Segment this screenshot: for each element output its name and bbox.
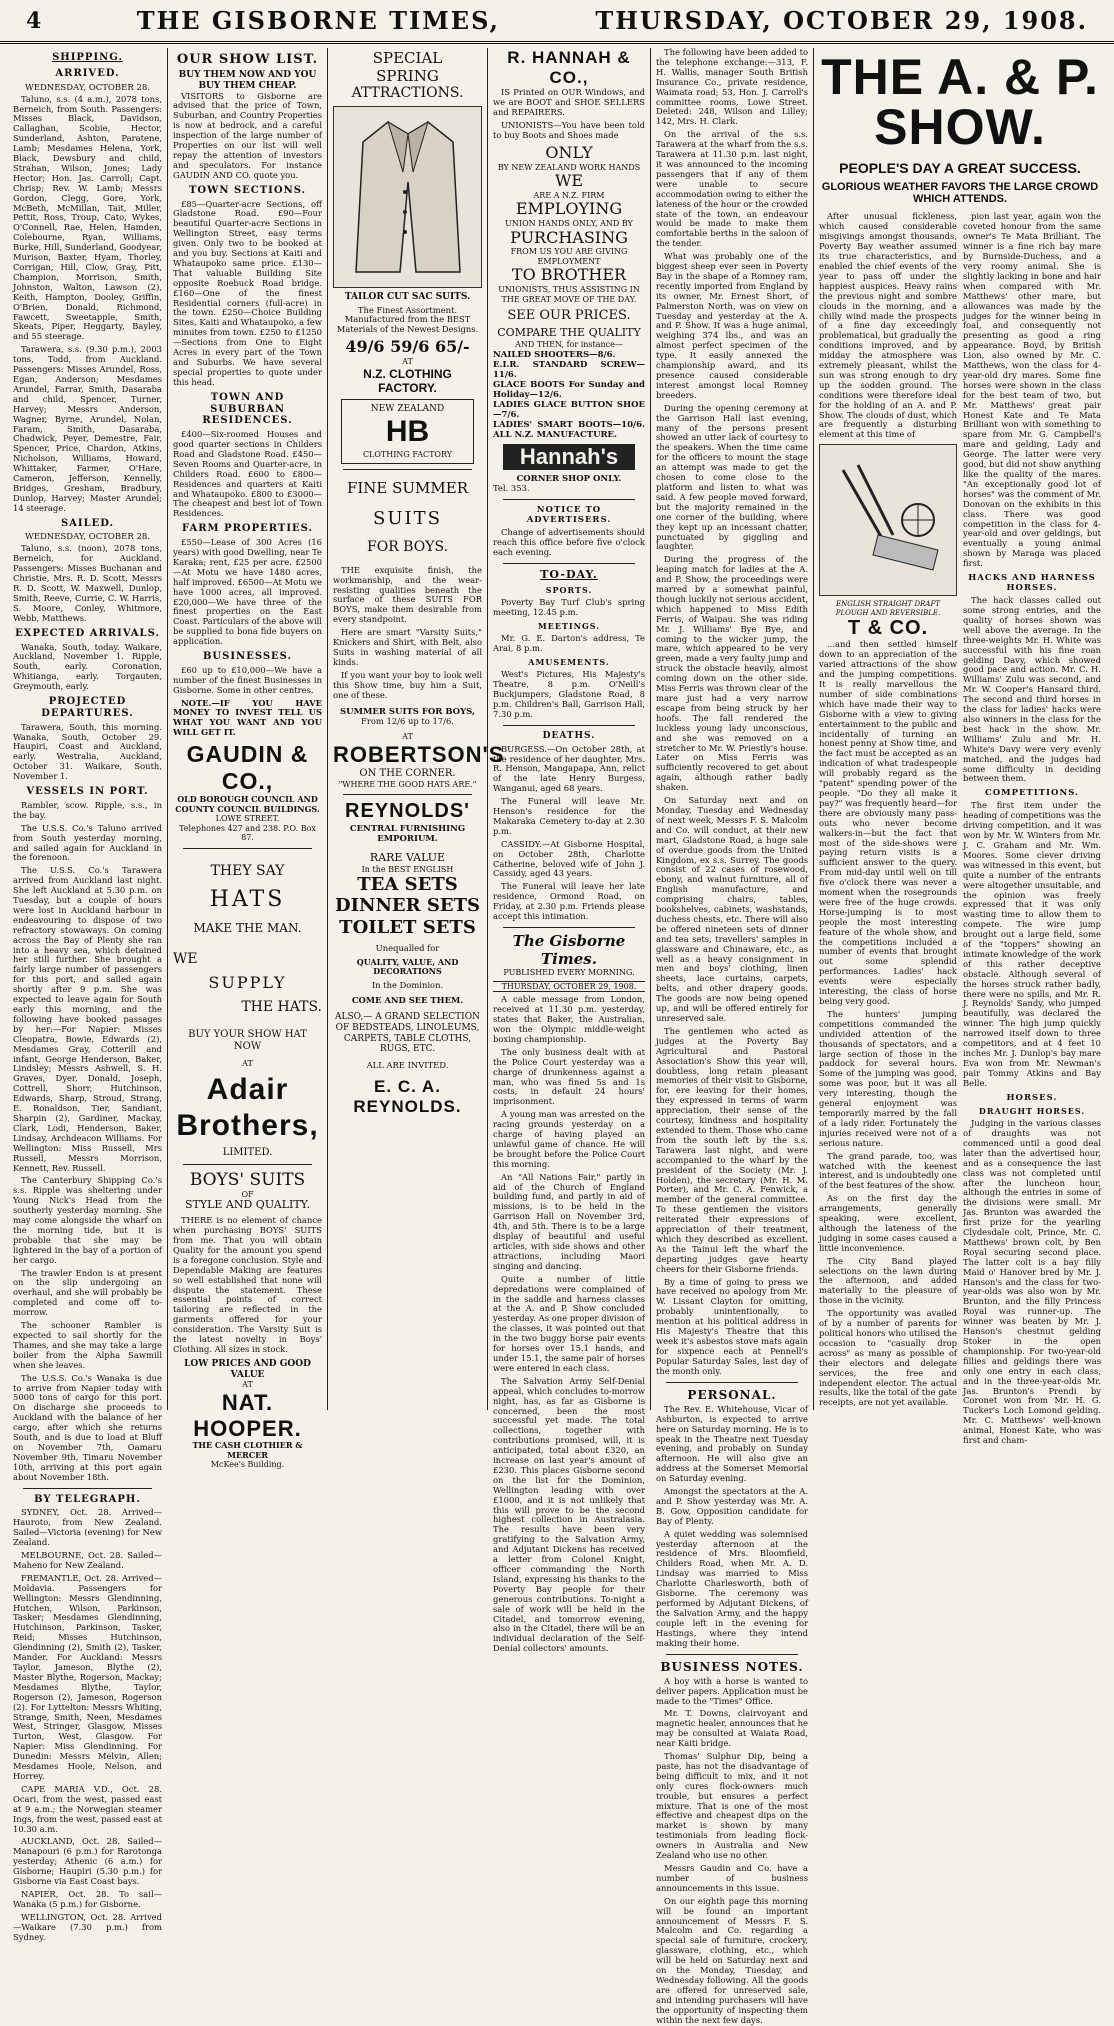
news-para-5: During the progress of the leaping match for ladies at the A. and P. Show, the proceedings were marred by a somewhat painful, though luckily not serious accident, which happened to Miss Edith Ferris, of Waipau. She was riding Mr. J. Williams' Bye Bye, and coming to the wicker jump, the mare, which appeared to be very green, made a very faulty jump and struck the obstacle heavily, almost coming down on the other side. Miss Ferris was thrown clear of the mare just had a very narrow escape from being struck by her hoofs. The fall rendered the luckless young lady unconscious, and she was removed on a stretcher to Mr. W. Priestly's house. Later on Miss Ferris was sufficiently recovered to get about again, although rather badly shaken.	[656, 554, 808, 793]
shipping-news-2: The U.S.S. Co.'s Tarawera arrived from Auckland last night. She left Auckland at 5.30 p.m. on Tuesday, but a couple of hours were lost in Auckland harbour in endeavouring to dispose of two refractory stowaways. On coming across the Bay of Plenty she ran into a heavy sea, which detained her still further. She brought a fairly large number of passengers for this port, and sailed again shortly after 9 p.m. She was expected to leave again for South early this morning, and the following have booked passages by her:—For Napier: Misses Cleopatra, Bowie, Edwards (2), Mesdames Gray, Cotterill and infant, George Henderson, Baker, Lindsley; Messrs Ashwell, S. H. Graves, Dyer, Donald, Joseph, Cottrell, Shorr, Hutchinson, Edwards, Sharp, Stroud, Strang, E. Ronaldson, Tier, Sandiant, Sharpin (2), Gardiner, Mackay, Clark, Lodi, Henderson, Baker, Lindsay, Archdeacon Williams. For Wellington: Miss Russell, Mrs Russell, Messrs Morrison, Kennett, Rev. Russell.	[13, 865, 162, 1173]
boys-suits-heading: BOYS' SUITS	[189, 1169, 306, 1190]
on-the-corner: ON THE CORNER.	[359, 767, 456, 779]
fine-suits: SUITS	[373, 507, 442, 529]
divider	[503, 725, 635, 726]
reynolds-sub: CENTRAL FURNISHING EMPORIUM.	[349, 823, 466, 844]
news-para-6: On Saturday next and on Monday, Tuesday and Wednesday of next week, Messrs F. S. Malcolm and Co. will conduct, at their new mart, Gladstone Road, a huge sale of overdue goods from the United Kingdom, ex s.s. Surrey. The goods consist of 22 cases of rosewood, ebony, and walnut furniture, all of English manufacture, and comprising chairs, tables, bookshelves, cabinets, washstands, duchess chests, etc. There will also be offered nineteen sets of dinner and tea sets, travellers' samples in glassware and Chinaware, etc., as well as a heavy consignment in men and boys' clothing, linen sheets, lace curtains, carpets, belts, and other drapery goods. The goods are now being opened up, and will be offered entirely for unreserved sale.	[656, 795, 808, 1023]
hats-line-7: BUY YOUR SHOW HAT NOW	[188, 1029, 307, 1052]
plough-caption: ENGLISH STRAIGHT DRAFT PLOUGH AND REVERSIBLE.	[835, 600, 941, 617]
hb-logo-bottom: CLOTHING FACTORY	[362, 449, 453, 459]
telegraph-4: CAPE MARIA V.D., Oct. 28. Ocari, from the west, passed east at 9 a.m.; the Norwegian steamer Ings, from the west, passed east at 10.30 a.m.	[13, 1783, 162, 1834]
show-para-3: The hunters' jumping competitions commanded the undivided attention of the thousands of spectators, and a large section of those in the paddock for several hours. Some of the jumping was good, some was poor, but it was all very interesting, though the general enjoyment was temporarily marred by the fall of a lady rider. Fortunately the injuries received were not of a serious nature.	[819, 1008, 957, 1148]
also-selection: ALSO,— A GRAND SELECTION OF BEDSTEADS, LINOLEUMS, CARPETS, TABLE CLOTHS, RUGS, ETC.	[335, 1012, 480, 1055]
meetings-heading: MEETINGS.	[537, 620, 601, 631]
show-para-7: The opportunity was availed of by a number of parents for political honors who utilised the occasion to "casually drop across" as many as possible of their electors and delegate services, the free and independent elector. The actual results, like the total of the gate receipts, are not yet available.	[819, 1308, 957, 1408]
unequalled: Unequalled for	[375, 942, 440, 953]
news-para-4: During the opening ceremony at the Garrison Hall last evening, many of the persons present showed an utter lack of courtesy to the speakers. When the time came for the officers to mount the stage an attempt was made to get the chosen to come close to the platform and listen to what was said. A few people moved forward, but the majority remained in the one corner of the building, where they kept up an incessant chatter, punctuated by giggling and laughter.	[656, 402, 808, 552]
boys-style-quality: STYLE AND QUALITY.	[184, 1198, 311, 1212]
business-note-2: Mr. T. Downs, clairvoyant and magnetic healer, announces that he may be consulted at Waiata Road, near Kaiti bridge.	[656, 1708, 808, 1749]
hannah-name: R. HANNAH & CO.,	[507, 48, 631, 88]
expected-text: Wanaka, South, today. Waikare, Auckland, November 1. Ripple, South, early. Coronation, Whitianga, early. Torgauten, Greymouth, early.	[13, 641, 162, 692]
all-invited: ALL ARE INVITED.	[366, 1059, 449, 1070]
hooper-address: McKee's Building.	[210, 1460, 285, 1470]
leader-4: An "All Nations Fair," partly in aid of the Church of England building fund, and partly in aid of missions, is to be held in the Garrison Hall on November 3rd, 4th, and 5th. There is to be a large display of beautiful and useful articles, with side shows and other attractions, including Maori singing and dancing.	[493, 1171, 645, 1271]
divider	[23, 1488, 152, 1489]
hooper-at: AT	[242, 1380, 253, 1390]
robertson-at: AT	[402, 732, 413, 742]
projected-text: Tarawera, South, this morning. Wanaka, South, October 29. Haupiri, Coast and Auckland, early. Westralia, Auckland, October 31. Waikare, South, November 1.	[13, 721, 162, 782]
fine-text-1: THE exquisite finish, the workmanship, and the wear-resisting qualities beneath the surface of these SUITS FOR BOYS, make them desirable from every standpoint.	[333, 564, 482, 625]
hooper-subtitle: THE CASH CLOTHIER & MERCER	[192, 1440, 303, 1460]
nz-clothing-factory: N.Z. CLOTHING FACTORY.	[363, 366, 452, 395]
hb-logo-mid: HB	[385, 415, 430, 449]
eir-standard: E.I.R. STANDARD SCREW—11/6.	[493, 359, 645, 380]
corner-shop: CORNER SHOP ONLY.	[516, 473, 622, 484]
boys-suits-text: THERE is no element of chance when purchasing BOYS' SUITS from me. That you will obtain Quality for the amount you spend is a foregone conclusion. Style and Dependable Making are features so well established that none will dispute the statement. These essential points of correct tailoring are reflected in the garments offered for your consideration. The Varsity Suit is the latest novelty in Boys' Clothing. All sizes in stock.	[173, 1215, 322, 1354]
show-report-left	[819, 212, 957, 1449]
shipping-news-3: The Canterbury Shipping Co.'s s.s. Ripple was sheltering under Young Nick's Head from the southerly yesterday morning. She may come alongside the wharf on the morning tide, but it is probable that she may be lightered in the bay of a portion of her cargo.	[13, 1175, 162, 1265]
amusements-text: West's Pictures, His Majesty's Theatre, 8 p.m. O'Neill's Buckjumpers, Gladstone Road, 8 p.m. Children's Ball, Garrison Hall, 7.30 p.m.	[493, 669, 645, 720]
business-note-3: Thomas' Sulphur Dip, being a paste, has not the disadvantage of being difficult to mix, and it not only cures flock-owners much trouble, but ensures a perfect mixture. That is one of the most effective and cheapest dips on the market is shown by many testimonials from leading flock-owners in Australia and New Zealand who use no other.	[656, 1751, 808, 1861]
personal-3: A quiet wedding was solemnised yesterday afternoon at the residence of Mrs. Bloomfield, Childers Road, when Mr. A. D. Lindsay was married to Miss Charlotte Charlesworth, both of Gisborne. The ceremony was performed by Adjutant Dickens, of the Salvation Army, and the happy couple left in the evening for Hastings, where they intend making their home.	[656, 1528, 808, 1648]
town-sections-heading: TOWN SECTIONS.	[188, 184, 307, 196]
hacks-heading: HACKS AND HARNESS HORSES.	[968, 573, 1096, 594]
leader-3: A young man was arrested on the racing grounds yesterday on a charge of having played an unlawful game of chance. He will be brought before the Police Court this morning.	[493, 1109, 645, 1169]
come-see: COME AND SEE THEM.	[351, 995, 464, 1006]
gaudin-address-1: OLD BOROUGH COUNCIL AND COUNTY COUNCIL BUILDINGS.	[175, 794, 320, 814]
business-text: £60 up to £10,000—We have a number of the finest Businesses in Gisborne. Some in other centres.	[173, 664, 322, 695]
show-report-body	[819, 212, 1101, 1449]
dinner-sets: DINNER SETS	[335, 895, 480, 917]
news-para-7: The gentlemen who acted as judges at the Poverty Bay Agricultural and Pastoral Association's Show this year will, doubtless, long retain pleasant memories of their visit to Gisborne, for, ere leaving for their homes, they expressed in terms of warm appreciation, their sense of the courtesy, kindness and hospitality extended to them. Those who came from the south left by the s.s. Tarawera last night, and were accompanied to the wharf by the president of the Society (Mr. J. Holden), the secretary (Mr. H. M. Porter), and Mr. C. A. Fenwick, a member of the general committee. To these gentlemen the visitors reiterated their expressions of appreciation of their treatment, which they described as excellent. As the Tainui left the wharf the departing judges gave hearty cheers for their Gisborne friends.	[656, 1025, 808, 1274]
leader-6: The Salvation Army Self-Denial appeal, which concludes to-morrow night, has, as far as Gisborne is concerned, been the most successful yet made. The total collections, together with contributions promised, will, it is anticipated, total about £320, an increase on last year's amount of £230. This places Gisborne second on the list for the Dominion, Wellington leading with over £1000, and it is not unlikely that this will prove to be the second highest collection in Australasia. The results have been very gratifying to the Salvation Army, and Adjutant Dickens has received a letter from Colonel Knight, officer commanding the North Island, expressing his thanks to the Poverty Bay people for their generous contributions. To-night a sale of work will be held in the Citadel, and tomorrow evening, also in the Citadel, there will be an individual declaration of the Self-Denial collectors' amounts.	[493, 1375, 645, 1654]
fine-text-2: Here are smart "Varsity Suits," Knickers and Shirt, with Belt, also Suits in washing material of all kinds.	[333, 627, 482, 667]
gaudin-telephone: Telephones 427 and 238. P.O. Box 87.	[179, 823, 316, 843]
show-para-1: After unusual fickleness, which caused considerable misgivings amongst thousands, Poverty Bay weather assumed its true characteristics, and enabled the chief events of the year to pass off under the happiest auspices. Heavy rains the previous night and sombre clouds in the morning, and a chilly wind made the prospects of a fine day exceedingly problematical, but gradually the conditions improved, and by midday the atmosphere was extremely pleasant, whilst the sun was strong enough to dry up the sodden ground. The conditions were therefore ideal for the holding of an A. and P. Show. The clouds of dust, which are frequently a disturbing element at this time of	[819, 211, 957, 440]
show-para-b5: The first item under the heading of competitions was the driving competition, and it was won by Mr. W. Winters from Mr. J. C. Graham and Mr. Wm. Moores. Some clever driving was witnessed in this event, but quite a number of the entrants were altogether unsuitable, and the opinion was freely expressed that it was only wasting time to allow them to compete. The wire jump brought out a large field, some of the "toppers" showing an intimate knowledge of the work of this rather deceptive obstacle. Although several of the horses struck rather badly, there were no spills, and Mr. R. J. Reynolds' Sandy, who jumped beautifully, was declared the winner. The high jump quickly narrowed itself down to three competitors, and at 4 feet 10 inches Mr. J. Dunlop's bay mare Eva won from Mr. Newman's pair Tommy Atkins and Bay Belle.	[963, 800, 1101, 1088]
hannahs-logo: Hannah's	[503, 444, 635, 470]
arrived-text: Taluno, s.s. (4 a.m.), 2078 tons, Berneich, from South. Passengers: Misses Black, Davidson, Callaghan, Scobie, Hector, Sunderland, Ashton, Paratene, Lamb; Mesdames Helena, York, Black, Dewsbury and child, Strahan, Wilson, Jones; Lady Hector; Hon. Jas. Carroll; Capt. Chrisp; Rev. W. Lamb; Messrs Gordon, Clegg, Gore, York, McBeth, McMillan, Tait, Miller, Pettit, Ross, Troup, Cato, Wykes, O'Connell, Rae, Helen, Hamden, Colebourne, Ryan, Williams, Burke, Hill, Sunderland, Goodyear, Murison, Baxter, Hyam, Thorley, Corrigan, Hill, Clow, Gray, Pitt, Champion, Morrison, Smith, Johnston, Walton, Lawson (2), Keith, Hampton, Dooley, Griffin, O'Brien, Donald, Richmond, Fawcett, Sweetapple, Smith, Skeats, Piper, Heggarty, Bayley, and 55 steerage.	[13, 93, 162, 342]
fine-for-boys: FOR BOYS.	[367, 539, 448, 556]
gaudin-address-2: LOWE STREET.	[215, 814, 280, 824]
hb-logo	[341, 399, 474, 464]
slogan: BUY THEM NOW AND YOU BUY THEM CHEAP.	[178, 70, 317, 91]
hannah-purchasing: PURCHASING	[510, 227, 628, 247]
business-note-4: Messrs Gaudin and Co. have a number of business announcements in this issue.	[656, 1863, 808, 1893]
show-report-right	[963, 212, 1101, 1449]
tco-name: T & CO.	[847, 616, 929, 639]
rare-sub: In the BEST ENGLISH	[361, 864, 454, 874]
compare-sub: AND THEN, for instance—	[515, 340, 623, 350]
sac-suits-text: The Finest Assortment. Manufactured from the BEST Materials of the Newest Designs.	[336, 304, 479, 335]
horses-heading: HORSES.	[1006, 1092, 1058, 1103]
divider	[503, 927, 635, 928]
show-subheading-2: GLORIOUS WEATHER FAVORS THE LARGE CROWD WHICH ATTENDS.	[821, 180, 1099, 206]
shipping-news-4: The trawler Endon is at present on the slip undergoing an overhaul, and she will probably be completed and come off to-morrow.	[13, 1267, 162, 1318]
death-notice-1: BURGESS.—On October 28th, at the residence of her daughter, Mrs. R. Henson, Mangapapa, Ann, relict of the late Henry Burgess, Wanganui, aged 68 years.	[493, 743, 645, 794]
hannah-employing-sub: UNION HANDS ONLY, AND BY	[505, 219, 633, 229]
column-shipping	[8, 48, 168, 1942]
hats-line-3: MAKE THE MAN.	[193, 921, 302, 936]
summer-price: From 12/6 up to 17/6.	[361, 715, 454, 726]
reynolds-name: REYNOLDS'	[345, 800, 470, 823]
published-line: PUBLISHED EVERY MORNING.	[503, 968, 635, 978]
fine-summer: FINE SUMMER	[346, 479, 469, 498]
sailed-text: Taluno, s.s. (noon), 2078 tons, Berneich, for Auckland. Passengers: Misses Buchanan and Christie, Mrs. R. D. Scott, Messrs R. D. Scott, W. Maxwell, Dunlop, Smith, Reeve, Currie, C. W. Harris, S. Moore, Conley, Whitmore, Webb, Matthews.	[13, 543, 162, 623]
hannah-we-sub: ARE A N.Z. FIRM	[533, 190, 605, 200]
plough-illustration	[819, 444, 957, 596]
special-heading-3: ATTRACTIONS.	[351, 85, 464, 102]
hannah-brother-sub: UNIONISTS, THUS ASSISTING IN THE GREAT MOVE OF THE DAY.	[498, 285, 640, 304]
page-number: 4	[26, 7, 42, 34]
farm-text: £550—Lease of 300 Acres (16 years) with good Dwelling, near Te Karaka; rent, £25 per acre. £2500—At Motu we have 1480 acres, half improved. £6500—At Motu we have 1000 acres, all improved. £20,000—We have three of the finest properties on the East Coast. Particulars of the above will be supplied to bona fide buyers on application.	[173, 537, 322, 647]
hannah-tel: Tel. 353.	[493, 482, 530, 493]
low-prices: LOW PRICES AND GOOD VALUE	[184, 1358, 311, 1380]
hats-line-6: THE HATS.	[241, 998, 322, 1015]
toilet-sets: TOILET SETS	[339, 916, 476, 938]
divider	[503, 499, 635, 500]
column-notices	[488, 48, 651, 1654]
ladies-glace: LADIES GLACE BUTTON SHOE—7/6.	[493, 399, 645, 420]
nailed-shooters: NAILED SHOOTERS—8/6.	[493, 349, 616, 360]
hannah-text-2: UNIONISTS—You have been told to buy Boots and Shoes made	[493, 119, 645, 140]
dominion: In the Dominion.	[371, 979, 444, 990]
plough-icon	[823, 450, 953, 590]
notice-text: Change of advertisements should reach this office before five o'clock each evening.	[493, 526, 645, 557]
shipping-news-5: The schooner Rambler is expected to sail shortly for the Thames, and she may take a large boiler from the Alpha Sawmill when she leaves.	[13, 1320, 162, 1370]
show-para-5: As on the first day the arrangements, generally speaking, were excellent, although the lateness of the judging in some cases caused a little inconvenience.	[819, 1193, 957, 1253]
telegraph-1: SYDNEY, Oct. 28. Arrived—Hauroto, from New Zealand. Sailed—Victoria (evening) for New Zealand.	[13, 1507, 162, 1548]
divider	[343, 469, 472, 470]
business-note-5: On our eighth page this morning will be found an important announcement of Messrs F. S. Malcolm and Co. regarding a special sale of furniture, crockery, glassware, clothing, etc., which will be held on Saturday next and on the Monday, Tuesday, and Wednesday following. All the goods are offered for unreserved sale, and intending purchasers will have the opportunity of inspecting them within the next few days.	[656, 1895, 808, 2025]
times-title: The Gisborne Times.	[512, 932, 626, 968]
shipping-news-6: The U.S.S. Co.'s Wanaka is due to arrive from Napier today with 5000 tons of cargo for this port. On discharge she proceeds to Auckland with the balance of her cargo, after which she returns South, and is due to load at Bluff on November 7th, Oamaru November 9th, Timaru November 10th, arriving at this port again about November 18th.	[13, 1372, 162, 1482]
hats-line-2: HATS	[209, 887, 286, 913]
adair-name-1: Adair	[206, 1073, 289, 1107]
column-ads-clothing	[328, 48, 505, 1410]
show-para-2: ...and then settled himself down to an appreciation of the varied attractions of the show and the jumping competitions. It is really marvellous the number of side combinations which have made their way to Gisborne with a view to giving entertainment to the public and incidentally of turning an honest penny at Show time, and the fact must be accepted as an indication of what tradespeople will probably regard as the "patent" spending power of the people. "Do they all make it pay?" was frequently heard—for there are obviously many pass-outs who never become walkers-in—but the fact that most of the side-shows were paying return visits is a sufficient answer to the query. From mid-day until well on till five o'clock there was never a moment when the rosegrounds were free of the huge crowds. Horse-jumping is to most people the most interesting feature of the whole show, and the competitions included a number of events that brought out some splendid performances. Ladies' hack events were especially interesting, the class of horse being very good.	[819, 639, 957, 1007]
show-para-b1: pion last year, again won the coveted honour from the same owner's Te Mata Brilliant. The winner is a fine rich bay mare by Burnside-Duchess, and a very roomy animal. She is slightly lacking in bone and hair when compared with Mr. Matthews' other mare, but allowances was made by the judges for the winner being in foal, and consequently not presenting as good a ring appearance. Boyd, by British Lion, also owned by Mr. C. Matthews, won the class for 4-year-old dry mares. Some fine horses were shown in the class for the best team of two, but Mr. Matthews' great pair Honest Kate and Te Mata Brilliant won with something to spare from Mr. G. Campbell's mare and gelding, Lady and George. The latter were very good, but did not show anything like the quality of the mares. "An exceptionally good lot of horses" was the comment of Mr. Donovan on the exhibits in this class. There was good competition in the class for 4-year-old and over geldings, but eventually a young animal shown by Maraga was placed first.	[963, 211, 1101, 569]
suburban-heading: TOWN AND SUBURBAN RESIDENCES.	[202, 391, 293, 427]
notice-heading: NOTICE TO ADVERTISERS.	[526, 504, 612, 525]
divider	[503, 563, 635, 564]
note-text: NOTE.—IF YOU HAVE MONEY TO INVEST TELL US WHAT YOU WANT AND YOU WILL GET IT.	[173, 697, 322, 738]
adair-limited: LIMITED.	[222, 1146, 273, 1158]
amusements-heading: AMUSEMENTS.	[528, 657, 610, 668]
show-list-heading: OUR SHOW LIST.	[176, 52, 319, 67]
hannah-only-sub: BY NEW ZEALAND WORK HANDS	[497, 162, 641, 172]
show-para-b3: The hack classes called out some strong entries, and the quality of horses shown was well above the average. In the three-weights Mr. H. White was successful with his fine roan gelding Davy, which showed good pace and action. Mr. C. H. Williams' Zulu was second, and Mr. W. Cooper's Hansard third. The second and third horses in the class for ladies' hacks were also winners in the class for the best hack in the show. Mr. Williams' Zulu and Mr. H. White's Davy were very evenly matched, and the judges had some difficulty in deciding between them.	[963, 595, 1101, 784]
page-columns	[8, 47, 1106, 2025]
column-ads-gaudin	[168, 48, 328, 1470]
leader-date: THURSDAY, OCTOBER 29, 1908.	[493, 981, 645, 992]
hannah-employing: EMPLOYING	[515, 199, 623, 219]
divider	[183, 848, 312, 849]
sports-text: Poverty Bay Turf Club's spring meeting, 12.45 p.m.	[493, 596, 645, 617]
glace-boots: GLACE BOOTS For Sunday and Holiday—12/6.	[493, 379, 645, 400]
hannah-we: WE	[554, 170, 584, 190]
hannah-only: ONLY	[545, 142, 593, 162]
suburban-text: £400—Six-roomed Houses and good quarter sections in Childers Road and Gladstone Road. £450—Seven Rooms and Quarter-acre, in Childers Road. £600 to £800—Residences and quarters at Kaiti and Whataupoko. £800 to £3000—The cheapest and best lot of Town Residences.	[173, 429, 322, 519]
newspaper-title: THE GISBORNE TIMES,	[136, 6, 500, 35]
draught-heading: DRAUGHT HORSES.	[978, 1105, 1086, 1116]
quality-value: QUALITY, VALUE, AND DECORATIONS	[356, 956, 459, 977]
hannah-purchasing-sub: FROM US YOU ARE GIVING EMPLOYMENT	[510, 247, 628, 266]
meetings-text: Mr. G. E. Darton's address, Te Arai, 8 p.m.	[493, 633, 645, 654]
personal-1: The Rev. E. Whitehouse, Vicar of Ashburton, is expected to arrive here on Saturday morning. He is to speak in the Theatre next Tuesday evening, and probably on Sunday afternoon. He will also give an address at the Somerset Memorial on Saturday evening.	[656, 1403, 808, 1484]
business-notes-heading: BUSINESS NOTES.	[660, 1659, 804, 1674]
tea-sets: TEA SETS	[357, 874, 458, 896]
today-heading: TO-DAY.	[540, 567, 598, 581]
adair-name-2: Brothers,	[176, 1108, 319, 1142]
show-list-intro: VISITORS to Gisborne are advised that the price of Town, Suburban, and Country Properties is now at bedrock, and a careful inspection of the large number of Properties on our list will well repay the attention of investors and speculators. For instance GAUDIN AND CO. quote you.	[173, 90, 322, 180]
telegraph-6: NAPIER, Oct. 28. To sail—Wanaka (5 p.m.) for Gisborne.	[13, 1888, 162, 1909]
divider	[343, 794, 472, 795]
column-show-report	[814, 48, 1106, 1446]
news-para-3: What was probably one of the biggest sheep ever seen in Poverty Bay in the shape of a Romney ram, recently imported from England by its owner, Mr. Ernest Short, of Palmerston North, was on view on Tuesday and yesterday at the A. and P. Show. It was a huge animal, weighing 374 lbs., and was an almost perfect specimen of the type. It easily annexed the championship award, and its presence caused considerable interest amongst local Romney breeders.	[656, 251, 808, 400]
summer-suits: SUMMER SUITS FOR BOYS,	[340, 706, 475, 717]
compare-quality: COMPARE THE QUALITY	[497, 326, 641, 340]
special-heading-2: SPRING	[376, 66, 439, 85]
show-banner: THE A. & P. SHOW.	[821, 49, 1099, 155]
hats-line-8: AT	[242, 1058, 253, 1068]
show-subheading-1: PEOPLE'S DAY A GREAT SUCCESS.	[839, 160, 1081, 176]
robertson-name: ROBERTSON'S	[333, 741, 505, 767]
death-notice-2b: The Funeral will leave her late residence, Ormond Road, on Friday, at 2.30 p.m. Friends please accept this intimation.	[493, 881, 645, 922]
tarawera-text: Tarawera, s.s. (9.30 p.m.), 2003 tons, Todd, from Auckland. Passengers: Misses Arundel, Ross, Egan, Anderson; Mesdames Arundel, Farrar, Smith, Dasaraba and child, Spencer, Turner, Harvey; Messrs Anderson, Wagner, Byrne, Arundel, Nolan, Faram, Smith, Dasaraba, Chadwick, Peyer, Demestre, Fair, Spencer, Price, Chardon, Atkins, Nicholson, Williams, Howard, Whittaker, Farmer, O'Hare, Cameron, Jefferson, Kennelly, Bridges, Gresham, Bradbury, Dunlop, Harvey; Master Arundel; 14 steerage.	[13, 344, 162, 513]
personal-heading: PERSONAL.	[687, 1387, 777, 1402]
show-para-4: The grand parade, too, was watched with the keenest interest, and is undoubtedly one of the best features of the show.	[819, 1150, 957, 1191]
hannah-brother: TO BROTHER	[511, 265, 627, 285]
rare-value: RARE VALUE	[369, 850, 446, 864]
competitions-heading: COMPETITIONS.	[984, 788, 1080, 799]
hats-line-1: THEY SAY	[210, 862, 285, 879]
telegraph-3: FREMANTLE, Oct. 28. Arrived—Moldavia. Passengers for Wellington: Messrs Glendinning, Hutchen, Wilson, Parkinson, Tasker; Mesdames Glendinning, Hutchinson, Parkinson, Tasker, Reid; Misses Hutchinson, Glendinning (2), Smith (2), Tasker, Mander. For Auckland: Messrs Taylor, Jameson, Blythe (2), Master Blythe, Rogerson, Mackay; Mesdames Blythe, Taylor, Rogerson (2), Jameson, Rogerson (2). For Lyttelton: Messrs Whiting, Strange, Smith, Neen, Mesdames West, Stringer, Glasgow, Misses Turton, West, Glasgow. For Napier: Miss Glendinning. For Dunedin: Messrs Melvin, Allen; Mesdames Hoole, Nelson, and Horrey.	[13, 1572, 162, 1781]
show-para-b8: Judging in the various classes of draughts was not commenced until a good deal later than the advertised hour, and as a consequence the last class was not completed until after the luncheon hour, although the entries in some of the divisions were small. Mr Jas. Brunton was awarded the first prize for the yearling Clydesdale colt, Prince, Mr. C. Matthews' brown colt, by Ben Royal securing second place. The latter colt is a bay filly Maid o' Hanover bred by Mr. J. Hanson's and the class for two-year-olds was also won by Mr. Brunton, and the filly Princess Royal was runner-up. The winner was beaten by Mr. J. Hanson's chestnut gelding Stoker in the open championship. For two-year-old fillies and geldings there was only one entry in each class, and in the three-year-olds Mr. Jas. Brunton's Prendi by Coronet won from Mr. H. G. Tucker's Loch Lomond gelding. Mr. C. Matthews' well-known animal, Honest Kate, who was first and cham-	[963, 1118, 1101, 1446]
hb-logo-top: NEW ZEALAND	[370, 403, 445, 414]
news-para-8: By a time of going to press we have received no apology from Mr. W. Lissant Clayton for omitting, probably unintentionally, to mention at his political address in His Majesty's Theatre that this week it's asbestos stove mats again for sixpence each at Pennell's Popular Saturday Sales, last day of the month only.	[656, 1276, 808, 1376]
deaths-heading: DEATHS.	[542, 731, 596, 741]
sailed-date: WEDNESDAY, OCTOBER 28.	[25, 532, 150, 543]
fine-text-3: If you want your boy to look well this Show time, buy him a Suit, one of these.	[333, 669, 482, 700]
shipping-heading: SHIPPING.	[52, 52, 123, 63]
leader-5: Quite a number of little depredations were complained of in the saddle and harness classes at the A. and P. Show concluded yesterday. As one proper division of the classes, it was pointed out that in the two buggy horse pair events for horses over 15.1 hands, and under 15.1, the same pair of horses were entered in each class.	[493, 1273, 645, 1373]
news-para-1: The following have been added to the telephone exchange:—313, F. H. Wallis, manager South British Insurance Co., private residence, Waimata road; 53, Hon. J. Carroll's committee rooms, Lowe Street. Deleted: 248, Wilson and Lilley; 142, Mrs. H. Clark.	[656, 47, 808, 127]
divider	[183, 1164, 312, 1165]
coat-icon	[348, 112, 468, 282]
show-para-6: The City Band played selections on the lawn during the afternoon, and added materially to the pleasure of those in the vicinity.	[819, 1255, 957, 1306]
business-heading: BUSINESSES.	[202, 651, 293, 663]
special-heading-1: SPECIAL	[372, 49, 443, 67]
masthead	[0, 0, 1114, 44]
death-notice-2: CASSIDY.—At Gisborne Hospital, on October 28th, Charlotte Catherine, beloved wife of John J. Cassidy, aged 43 years.	[493, 838, 645, 879]
good-hats: "WHERE THE GOOD HATS ARE."	[338, 779, 477, 789]
hats-line-5: SUPPLY	[208, 972, 287, 992]
divider	[666, 1382, 798, 1383]
telegraph-7: WELLINGTON, Oct. 28. Arrived—Waikare (7.30 p.m.) from Sydney.	[13, 1911, 162, 1942]
leader-1: A cable message from London, received at 11.30 p.m. yesterday, states that Baker, the Australian, won the Olympic middle-weight boxing championship.	[493, 994, 645, 1044]
farm-heading: FARM PROPERTIES.	[181, 523, 314, 535]
issue-date: THURSDAY, OCTOBER 29, 1908.	[595, 6, 1088, 35]
vessels-heading: VESSELS IN PORT.	[26, 786, 149, 798]
vessels-text: Rambler, scow. Ripple, s.s., in the bay.	[13, 799, 162, 820]
ladies-smart: LADIES' SMART BOOTS—10/6. ALL N.Z. MANUFACTURE.	[493, 419, 645, 440]
arrived-date: WEDNESDAY, OCTOBER 28.	[25, 82, 150, 93]
divider	[666, 1654, 798, 1655]
town-sections-text: £85—Quarter-acre Sections, off Gladstone Road. £90—Four beautiful Quarter-acre Sections in Wellington Street, easy terms given. Only two to be booked at and you buy. Sections at Kaiti and Whataupoko same price. £130—That valuable Building Site opposite Roebuck Road bridge. £160—One of the finest Residential corners (full-acre) in the town. £250—Choice Building Sites, Kaiti and Whataupoko, a few minutes from town. £250 to £1250—Sections from One to Eight Acres in every part of the Town and Suburbs. We have several special properties to quote under this head.	[173, 198, 322, 387]
death-notice-1b: The Funeral will leave Mr. Henson's residence for the Makaraka Cemetery to-day at 2.30 p.m.	[493, 796, 645, 836]
personal-2: Amongst the spectators at the A. and P. Show yesterday was Mr. A. B. Gow, Opposition candidate for Bay of Plenty.	[656, 1486, 808, 1526]
telegraph-2: MELBOURNE, Oct. 28. Sailed—Maheno for New Zealand.	[13, 1550, 162, 1570]
sac-suits: TAILOR CUT SAC SUITS.	[344, 291, 471, 302]
leader-2: The only business dealt with at the Police Court yesterday was a charge of drunkenness against a man, who was fined 5s and 1s costs, in default 24 hours' imprisonment.	[493, 1046, 645, 1107]
news-para-2: On the arrival of the s.s. Tarawera at the wharf from the s.s. Tarawera at 11.30 p.m. last night, it was announced to the incoming passengers that if any of them were unable to secure accommodation owing to either the lateness of the hour or the crowded state of the town, an endeavour would be made to make them comfortable berths in the saloon of the tender.	[656, 129, 808, 249]
shipping-news-1: The U.S.S. Co.'s Taluno arrived from South yesterday morning, and sailed again for Auckland in the forenoon.	[13, 822, 162, 863]
expected-heading: EXPECTED ARRIVALS.	[15, 627, 160, 639]
telegraph-heading: BY TELEGRAPH.	[34, 1493, 141, 1505]
gaudin-name: GAUDIN & CO.,	[186, 741, 309, 795]
eca-reynolds: E. C. A. REYNOLDS.	[353, 1076, 462, 1116]
suit-illustration	[333, 106, 482, 288]
projected-heading: PROJECTED DEPARTURES.	[41, 696, 134, 719]
see-prices: SEE OUR PRICES.	[507, 308, 631, 324]
telegraph-5: AUCKLAND, Oct. 28. Sailed—Manapouri (6 p.m.) for Rarotonga yesterday; Athenic (6 a.m.) for Gisborne; Haupiri (5.30 p.m.) for Gisborne via East Coast bays.	[13, 1836, 162, 1887]
arrived-heading: ARRIVED.	[55, 67, 120, 79]
hats-line-4: WE	[173, 951, 198, 968]
suit-prices: 49/6 59/6 65/-	[345, 337, 470, 357]
boys-of: OF	[241, 1189, 254, 1199]
column-local-news	[651, 47, 814, 2025]
business-note-1: A boy with a horse is wanted to deliver papers. Application must be made to the "Times" Office.	[656, 1675, 808, 1706]
sports-heading: SPORTS.	[545, 584, 593, 595]
hannah-text-1: IS Printed on OUR Windows, and we are BOOT and SHOE SELLERS and REPAIRERS.	[493, 87, 645, 117]
nz-at: AT	[402, 357, 413, 367]
sailed-heading: SAILED.	[60, 517, 115, 529]
hooper-name: NAT. HOOPER.	[193, 1389, 302, 1441]
